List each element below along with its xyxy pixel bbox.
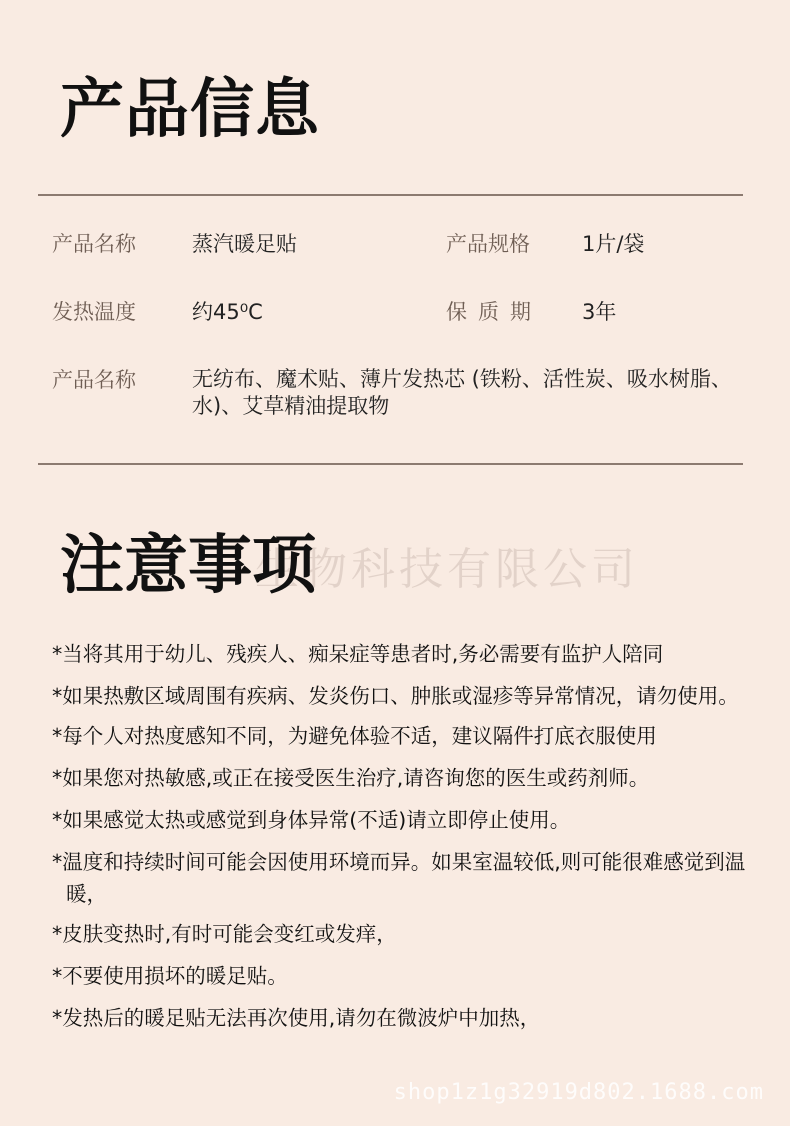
list-item: *如果您对热敏感,或正在接受医生治疗,请咨询您的医生或药剂师。 xyxy=(52,766,650,790)
notes-title: 注意事项 xyxy=(60,529,316,603)
list-item: *温度和持续时间可能会因使用环境而异。如果室温较低,则可能很难感觉到温暖， xyxy=(52,850,746,906)
list-item: *不要使用损坏的暖足贴。 xyxy=(52,964,288,988)
label-product-spec: 产品规格 xyxy=(446,232,530,256)
list-item: *如果热敷区域周围有疾病、发炎伤口、肿胀或湿疹等异常情况，请勿使用。 xyxy=(52,684,739,708)
value-product-name: 蒸汽暖足贴 xyxy=(192,232,297,256)
list-item: *每个人对热度感知不同，为避免体验不适，建议隔件打底衣服使用 xyxy=(52,724,657,748)
list-item: *当将其用于幼儿、残疾人、痴呆症等患者时,务必需要有监护人陪同 xyxy=(52,642,664,666)
label-shelf-life: 保质期 xyxy=(446,300,542,324)
list-item: *如果感觉太热或感觉到身体异常(不适)请立即停止使用。 xyxy=(52,808,571,832)
list-item: *皮肤变热时,有时可能会变红或发痒， xyxy=(52,922,397,946)
value-materials: 无纺布、魔术贴、薄片发热芯 (铁粉、活性炭、吸水树脂、水)、艾草精油提取物 xyxy=(192,367,732,418)
label-heat-temp: 发热温度 xyxy=(52,300,136,324)
shop-url-watermark: shop1z1g32919d802.1688.com xyxy=(393,1080,764,1105)
value-heat-temp: 约45⁰C xyxy=(192,300,263,324)
company-watermark: 生物科技有限公司 xyxy=(255,544,639,595)
product-info-title: 产品信息 xyxy=(60,73,320,147)
label-materials: 产品名称 xyxy=(52,368,136,392)
list-item: *发热后的暖足贴无法再次使用,请勿在微波炉中加热， xyxy=(52,1006,541,1030)
divider-bottom xyxy=(38,463,743,465)
divider-top xyxy=(38,194,743,196)
value-shelf-life: 3年 xyxy=(582,300,617,324)
value-product-spec: 1片/袋 xyxy=(582,232,645,256)
label-product-name: 产品名称 xyxy=(52,232,136,256)
notes-list xyxy=(52,638,762,1044)
